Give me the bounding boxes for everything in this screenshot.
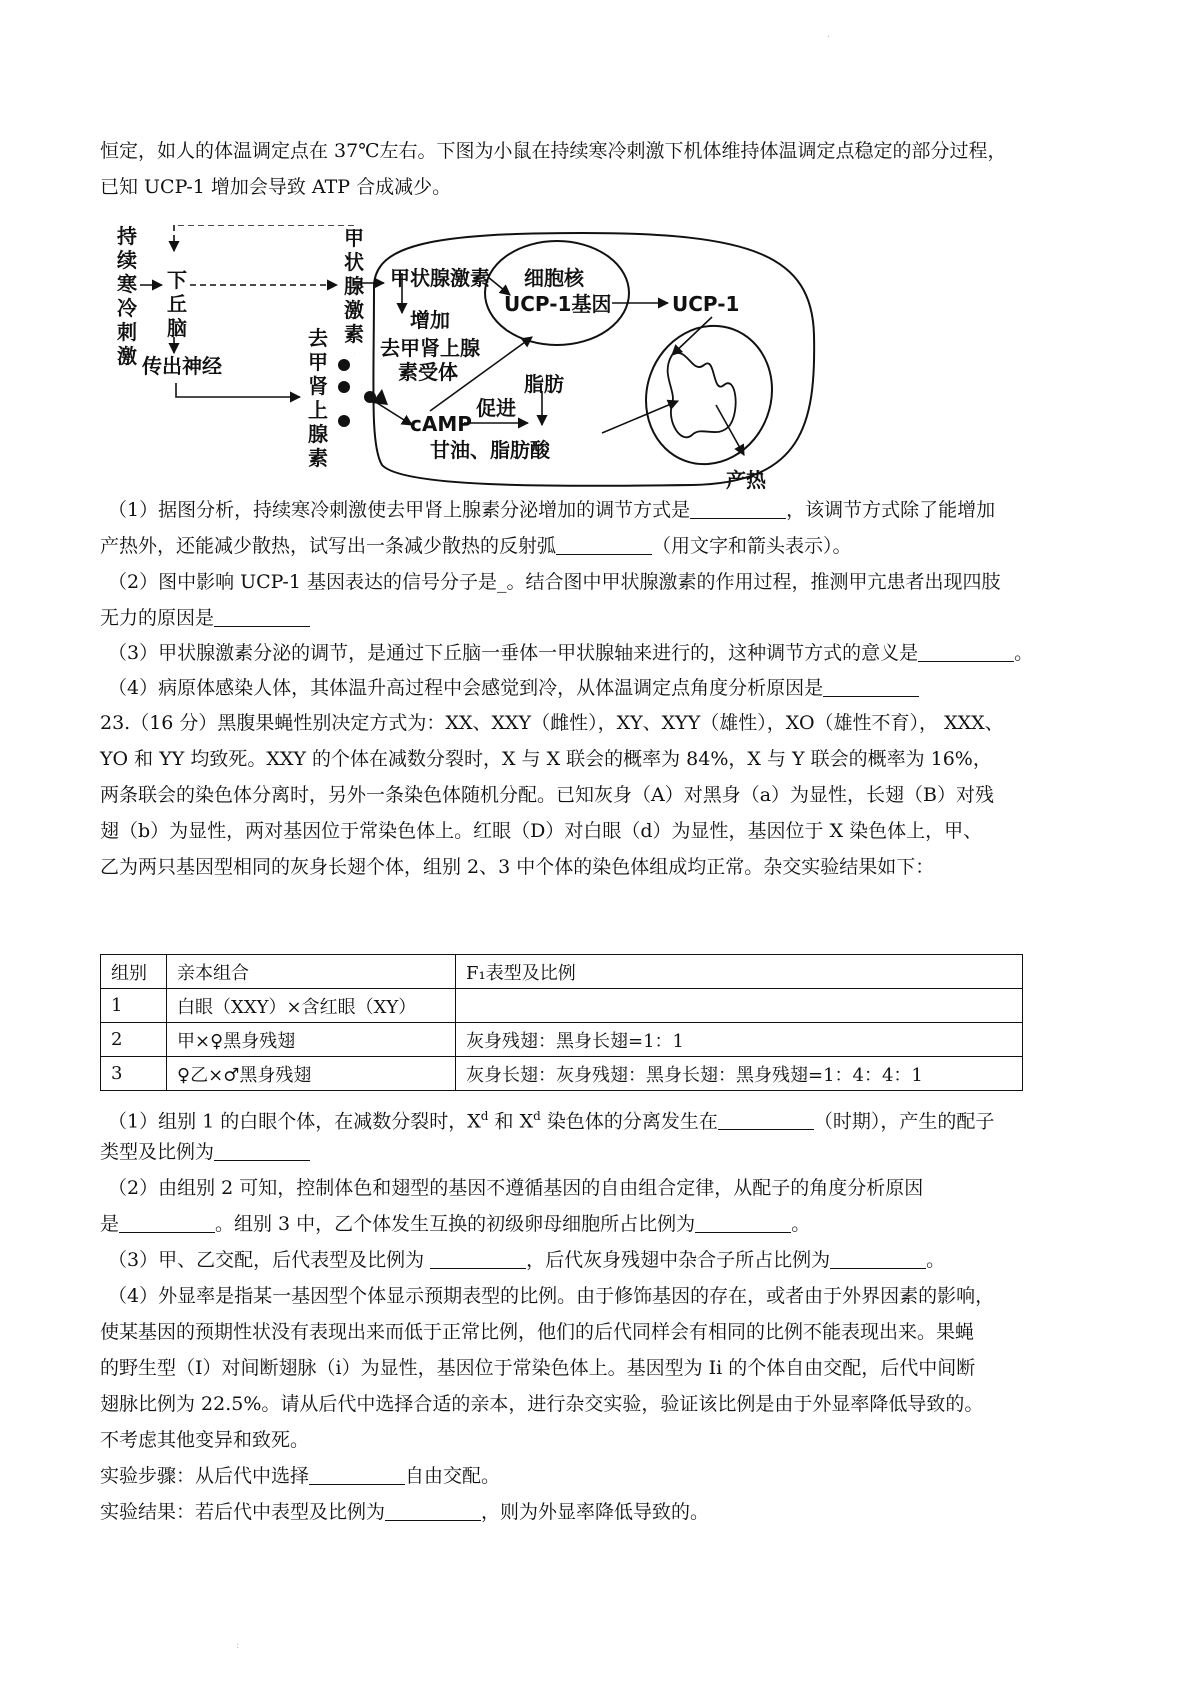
answer-blank[interactable]: [823, 676, 919, 697]
experiment-result: 实验结果：若后代中表型及比例为 ，则为外显率降低导致的。: [100, 1501, 710, 1523]
svg-text:激: 激: [117, 344, 137, 368]
table-cell: 1: [101, 989, 167, 1023]
q23-4e: 不考虑其他变异和致死。: [100, 1429, 310, 1451]
heat-label: 产热: [726, 468, 766, 492]
svg-text:去: 去: [308, 326, 328, 350]
table-cell: [456, 989, 1023, 1023]
q22-2b: 无力的原因是: [100, 605, 310, 631]
answer-blank[interactable]: [430, 1248, 526, 1269]
svg-text:寒: 寒: [117, 272, 137, 296]
table-header: F₁表型及比例: [456, 955, 1023, 989]
table-row: [101, 1057, 1023, 1091]
stimulus-label: [117, 225, 138, 368]
hypothalamus-label: [167, 268, 187, 340]
scan-dot: :: [236, 1640, 240, 1651]
answer-blank[interactable]: [830, 1248, 926, 1269]
svg-text:上: 上: [308, 398, 328, 422]
table-header-row: [101, 955, 1023, 989]
thermoregulation-diagram: [112, 225, 832, 525]
table-cell: ♀乙×♂黑身残翅: [167, 1057, 456, 1091]
table-cell: 白眼（XXY）×含红眼（XY）: [167, 989, 456, 1023]
svg-text:下: 下: [167, 268, 187, 292]
ucp1-label: UCP-1: [672, 292, 740, 316]
answer-blank[interactable]: [309, 1464, 405, 1485]
svg-text:激: 激: [344, 298, 364, 322]
q23-4d: 翅脉比例为 22.5%。请从后代中选择合适的亲本，进行杂交实验，验证该比例是由于外显率降低导致的。: [100, 1393, 984, 1415]
svg-text:甲: 甲: [308, 350, 328, 374]
q23-1b: 类型及比例为: [100, 1139, 310, 1165]
efferent-nerve-label: 传出神经: [142, 354, 222, 378]
answer-blank[interactable]: [214, 1140, 310, 1161]
receptor-label-1: 去甲肾上腺: [380, 336, 480, 360]
q23-3: （3）甲、乙交配，后代表型及比例为 ，后代灰身残翅中杂合子所占比例为 。: [108, 1249, 946, 1271]
svg-text:刺: 刺: [117, 320, 137, 344]
svg-text:冷: 冷: [117, 296, 137, 320]
table-cell: 灰身残翅：黑身长翅=1：1: [456, 1023, 1023, 1057]
intro-line-1: 恒定，如人的体温调定点在 37℃左右。下图为小鼠在持续寒冷刺激下机体维持体温调定点稳定的部分过程，: [100, 140, 1007, 162]
svg-text:腺: 腺: [344, 274, 364, 298]
q23-4a: （4）外显率是指某一基因型个体显示预期表型的比例。由于修饰基因的存在，或者由于外界因素的影响，: [108, 1285, 995, 1307]
promote-label: 促进: [476, 396, 516, 420]
results-table: [100, 954, 1023, 1091]
svg-text:素: 素: [344, 322, 364, 346]
answer-blank[interactable]: [718, 1109, 814, 1130]
answer-blank[interactable]: [690, 498, 786, 519]
intro-line-2: 已知 UCP-1 增加会导致 ATP 合成减少。: [100, 176, 452, 198]
q23-stem-2: YO 和 YY 均致死。XXY 的个体在减数分裂时，X 与 X 联会的概率为 84%，X 与 Y 联会的概率为 16%，: [100, 748, 992, 770]
camp-label: cAMP: [410, 412, 472, 436]
table-header: 组别: [101, 955, 167, 989]
q22-1a: （1）据图分析，持续寒冷刺激使去甲肾上腺素分泌增加的调节方式是 ，该调节方式除了能增加: [108, 499, 996, 521]
svg-text:素: 素: [308, 446, 328, 470]
fat-label: 脂肪: [524, 372, 564, 396]
table-cell: 2: [101, 1023, 167, 1057]
receptor-label-2: 素受体: [398, 360, 458, 384]
ucp1-gene-label: UCP-1基因: [504, 292, 612, 316]
answer-blank[interactable]: [119, 1212, 215, 1233]
q22-4: （4）病原体感染人体，其体温升高过程中会感觉到冷，从体温调定点角度分析原因是: [108, 675, 919, 701]
glycerol-fatty-acid-label: 甘油、脂肪酸: [430, 438, 550, 462]
svg-text:腺: 腺: [308, 422, 328, 446]
answer-blank[interactable]: [918, 641, 1014, 662]
svg-text:甲: 甲: [344, 226, 364, 250]
answer-blank[interactable]: [214, 606, 310, 627]
q23-stem-3: 两条联会的染色体分离时，另外一条染色体随机分配。已知灰身（A）对黑身（a）为显性，长翅（B）对残: [100, 784, 995, 806]
q23-2a: （2）由组别 2 可知，控制体色和翅型的基因不遵循基因的自由组合定律，从配子的角度分析原因: [108, 1177, 924, 1199]
norepinephrine-molecules: [338, 359, 376, 427]
svg-text:丘: 丘: [167, 292, 187, 316]
thyroid-hormone-vertical-label: [344, 226, 364, 346]
q23-stem-5: 乙为两只基因型相同的灰身长翅个体，组别 2、3 中个体的染色体组成均正常。杂交实验结果如下：: [100, 856, 935, 878]
answer-blank[interactable]: [385, 1500, 481, 1521]
answer-blank[interactable]: [556, 534, 652, 555]
q23-4c: 的野生型（I）对间断翅脉（i）为显性，基因位于常染色体上。基因型为 Ii 的个体自由交配，后代中间断: [100, 1357, 976, 1379]
table-cell: 灰身长翅：灰身残翅：黑身长翅：黑身残翅=1：4：4：1: [456, 1057, 1023, 1091]
norepinephrine-vertical-label: [308, 326, 328, 470]
q23-stem-1: 23.（16 分）黑腹果蝇性别决定方式为：XX、XXY（雌性），XY、XYY（雄性），XO（雄性不育）， XXX、: [100, 712, 1004, 734]
svg-text:持: 持: [117, 225, 137, 248]
q23-1a: （1）组别 1 的白眼个体，在减数分裂时，$X^d$ 和 $X^d$ 染色体的分离发生在 （时期），产生的配子: [108, 1109, 995, 1133]
svg-text:肾: 肾: [308, 374, 328, 398]
table-cell: 甲×♀黑身残翅: [167, 1023, 456, 1057]
q23-2b: 是 。组别 3 中，乙个体发生互换的初级卵母细胞所占比例为 。: [100, 1213, 811, 1235]
q22-1b: 产热外，还能减少散热，试写出一条减少散热的反射弧 （用文字和箭头表示）。: [100, 535, 852, 557]
thyroid-hormone-label: 甲状腺激素: [390, 266, 490, 290]
q22-3: （3）甲状腺激素分泌的调节，是通过下丘脑一垂体一甲状腺轴来进行的，这种调节方式的意义是 。: [108, 642, 1034, 664]
table-header: 亲本组合: [167, 955, 456, 989]
experiment-step: 实验步骤：从后代中选择 自由交配。: [100, 1465, 501, 1487]
increase-label: 增加: [410, 308, 450, 332]
nucleus-label: 细胞核: [524, 266, 584, 290]
answer-blank[interactable]: [695, 1212, 791, 1233]
table-row: [101, 989, 1023, 1023]
q23-stem-4: 翅（b）为显性，两对基因位于常染色体上。红眼（D）对白眼（d）为显性，基因位于 X 染色体上，甲、: [100, 820, 983, 842]
mitochondrion-icon: [627, 308, 791, 482]
q22-2a: （2）图中影响 UCP-1 基因表达的信号分子是_。结合图中甲状腺激素的作用过程，推测甲亢患者出现四肢: [108, 571, 1001, 593]
svg-text:续: 续: [117, 248, 137, 272]
q23-4b: 使某基因的预期性状没有表现出来而低于正常比例，他们的后代同样会有相同的比例不能表现出来。果蝇: [100, 1321, 975, 1343]
table-row: [101, 1023, 1023, 1057]
scan-dot: ·: [827, 32, 831, 43]
svg-text:状: 状: [344, 250, 364, 274]
table-cell: 3: [101, 1057, 167, 1091]
svg-text:脑: 脑: [167, 316, 187, 340]
